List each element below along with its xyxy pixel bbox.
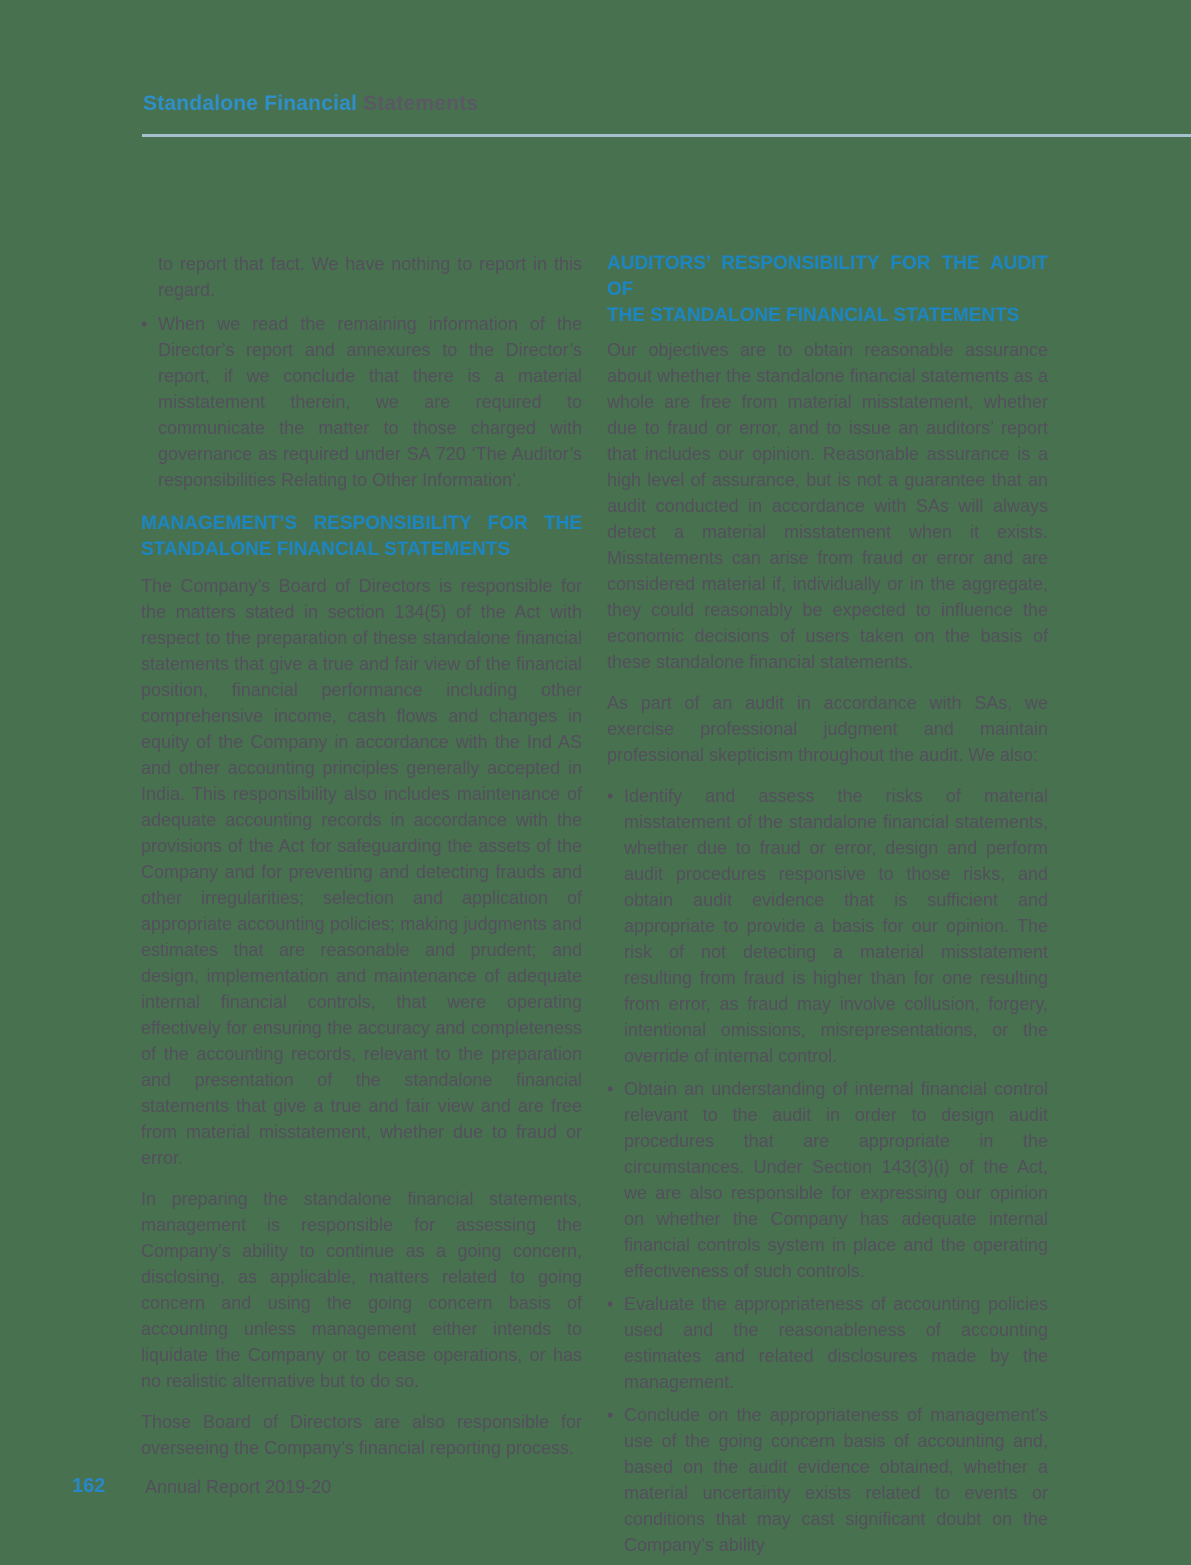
footer-report-title: Annual Report 2019-20 (145, 1477, 332, 1497)
bullet-icon: • (607, 1079, 614, 1099)
page-header (143, 92, 478, 116)
left-column (141, 251, 582, 1565)
body-paragraph: In preparing the standalone financial statements, management is responsible for assessing the Company’s ability to continue as a going concern, disclosing, as applicable, matters related to going concern and using the going concern basis of accounting unless management either intends to liquidate the Company or to cease operations, or has no realistic alternative but to do so. (141, 1189, 582, 1391)
section-heading-line1: MANAGEMENT’S RESPONSIBILITY FOR THE (141, 513, 582, 534)
page-header-title-rest: Statements (357, 92, 479, 115)
list-item (607, 1291, 1048, 1395)
section-heading-managements-responsibility (141, 511, 582, 563)
right-column (607, 251, 1048, 1565)
list-item-text: Conclude on the appropriateness of management’s use of the going concern basis of accounting and, based on the audit evidence obtained, whether a material uncertainty exists related to events or conditions that may cast significant doubt on the Company’s ability (624, 1405, 1048, 1555)
continuation-paragraph: to report that fact. We have nothing to report in this regard. (158, 254, 582, 300)
page-header-title-highlight: Standalone Financial (143, 92, 358, 115)
list-item-text: Evaluate the appropriateness of accounting policies used and the reasonableness of accounting estimates and related disclosures made by the management. (624, 1294, 1048, 1392)
list-item (607, 783, 1048, 1069)
page-number: 162 (72, 1475, 106, 1497)
body-paragraph: As part of an audit in accordance with SAs, we exercise professional judgment and maintain professional skepticism throughout the audit. We also: (607, 693, 1048, 765)
list-item-text: Identify and assess the risks of material misstatement of the standalone financial statements, whether due to fraud or error, design and perform audit procedures responsive to those risks, and obtain audit evidence that is sufficient and appropriate to provide a basis for our opinion. The risk of not detecting a material misstatement resulting from fraud is higher than for one resulting from error, as fraud may involve collusion, forgery, intentional omissions, misrepresentations, or the override of internal control. (624, 786, 1048, 1066)
section-heading-auditors-responsibility (607, 251, 1048, 329)
content-columns (141, 251, 1049, 1565)
bullet-icon: • (607, 1405, 614, 1425)
body-paragraph: The Company’s Board of Directors is responsible for the matters stated in section 134(5) of the Act with respect to the preparation of these standalone financial statements that give a true and fair view of the financial position, financial performance including other comprehensive income, cash flows and changes in equity of the Company in accordance with the Ind AS and other accounting principles generally accepted in India. This responsibility also includes maintenance of adequate accounting records in accordance with the provisions of the Act for safeguarding the assets of the Company and for preventing and detecting frauds and other irregularities; selection and application of appropriate accounting policies; making judgments and estimates that are reasonable and prudent; and design, implementation and maintenance of adequate internal financial controls, that were operating effectively for ensuring the accuracy and completeness of the accounting records, relevant to the preparation and presentation of the standalone financial statements that give a true and fair view and are free from material misstatement, whether due to fraud or error. (141, 576, 582, 1168)
section-heading-line2: STANDALONE FINANCIAL STATEMENTS (141, 539, 511, 560)
list-item (607, 1402, 1048, 1558)
list-item (607, 1076, 1048, 1284)
section-heading-line2: THE STANDALONE FINANCIAL STATEMENTS (607, 305, 1020, 326)
list-item-text: When we read the remaining information of the Director’s report and annexures to the Director’s report, if we conclude that there is a material misstatement therein, we are required to communicate the matter to those charged with governance as required under SA 720 ‘The Auditor’s responsibilities Relating to Other Information’. (158, 314, 582, 490)
list-item-text: Obtain an understanding of internal financial control relevant to the audit in order to design audit procedures that are appropriate in the circumstances. Under Section 143(3)(i) of the Act, we are also responsible for expressing our opinion on whether the Company has adequate internal financial controls system in place and the operating effectiveness of such controls. (624, 1079, 1048, 1281)
list-item (141, 311, 582, 493)
bullet-icon: • (607, 786, 614, 806)
header-divider-line (142, 134, 1191, 137)
bullet-icon: • (141, 314, 148, 334)
body-paragraph: Our objectives are to obtain reasonable assurance about whether the standalone financial statements as a whole are free from material misstatement, whether due to fraud or error, and to issue an auditors’ report that includes our opinion. Reasonable assurance is a high level of assurance, but is not a guarantee that an audit conducted in accordance with SAs will always detect a material misstatement when it exists. Misstatements can arise from fraud or error and are considered material if, individually or in the aggregate, they could reasonably be expected to influence the economic decisions of users taken on the basis of these standalone financial statements. (607, 340, 1048, 672)
section-heading-line1: AUDITORS’ RESPONSIBILITY FOR THE AUDIT OF (607, 253, 1048, 300)
body-paragraph: Those Board of Directors are also responsible for overseeing the Company’s financial reporting process. (141, 1412, 582, 1458)
bullet-icon: • (607, 1294, 614, 1314)
